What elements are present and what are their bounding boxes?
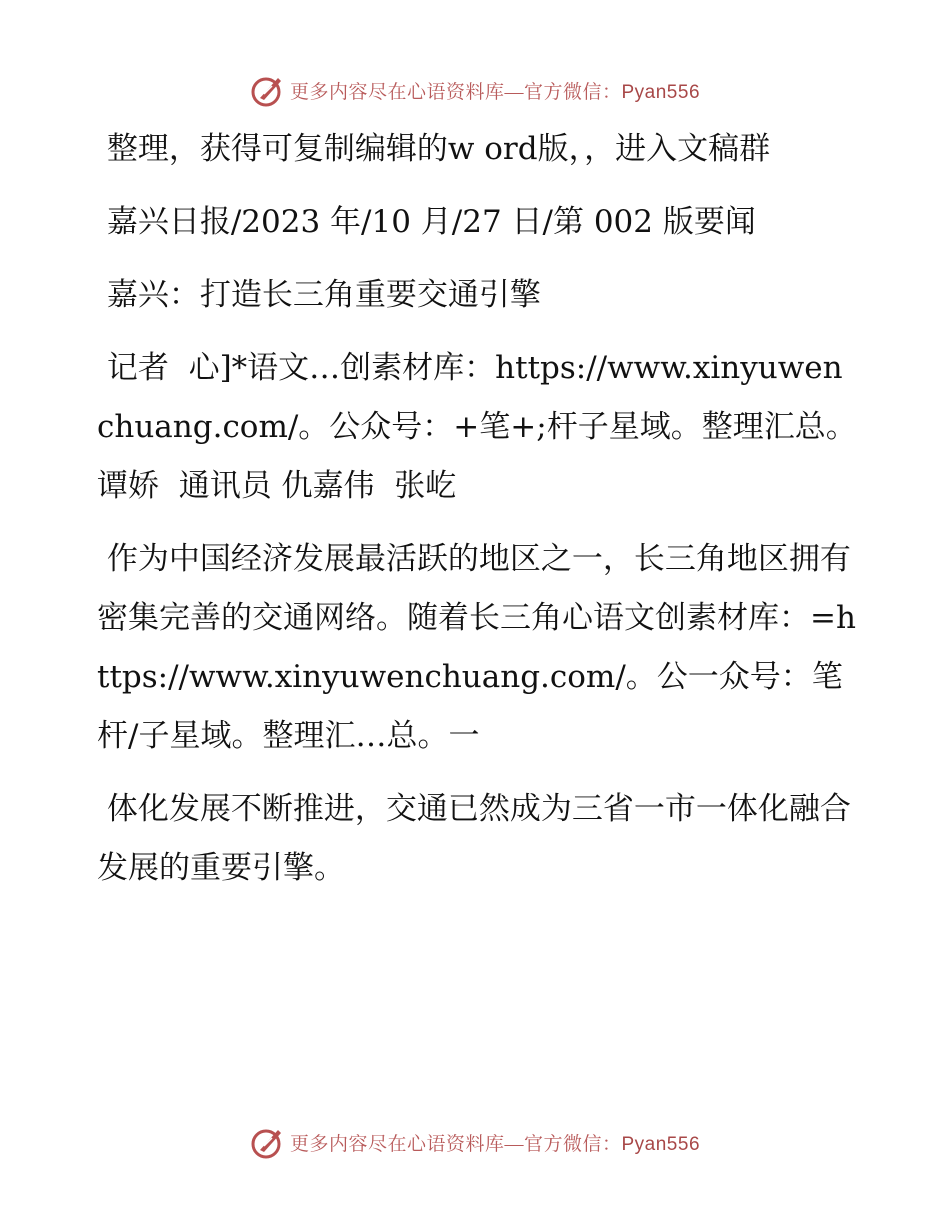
paragraph: 体化发展不断推进，交通已然成为三省一市一体化融合发展的重要引擎。 — [97, 791, 851, 886]
article-title: 嘉兴：打造长三角重要交通引擎 — [97, 277, 541, 313]
paragraph: 整理，获得可复制编辑的w ord版，，进入文稿群 — [97, 131, 771, 167]
quill-logo-icon — [250, 72, 286, 108]
quill-logo-icon — [250, 1124, 286, 1160]
watermark-text: 更多内容尽在心语资料库—官方微信：Pyan556 — [289, 1133, 701, 1155]
header-watermark — [0, 70, 950, 110]
watermark-text: 更多内容尽在心语资料库—官方微信：Pyan556 — [289, 81, 701, 103]
paragraph: 作为中国经济发展最活跃的地区之一，长三角地区拥有密集完善的交通网络。随着长三角心语文创素材库：=https://www.xinyuwenchuang.com/。公一众号：笔杆/子星域。整理汇…总。一 — [97, 541, 856, 754]
paragraph: 嘉兴日报/2023 年/10 月/27 日/第 002 版要闻 — [97, 204, 756, 240]
footer-watermark — [0, 1122, 950, 1162]
byline: 记者 心]*语文…创素材库：https://www.xinyuwenchuang.com/。公众号：+笔+;杆子星域。整理汇总。谭娇 通讯员 仇嘉伟 张屹 — [97, 350, 857, 504]
article-body — [97, 120, 857, 912]
